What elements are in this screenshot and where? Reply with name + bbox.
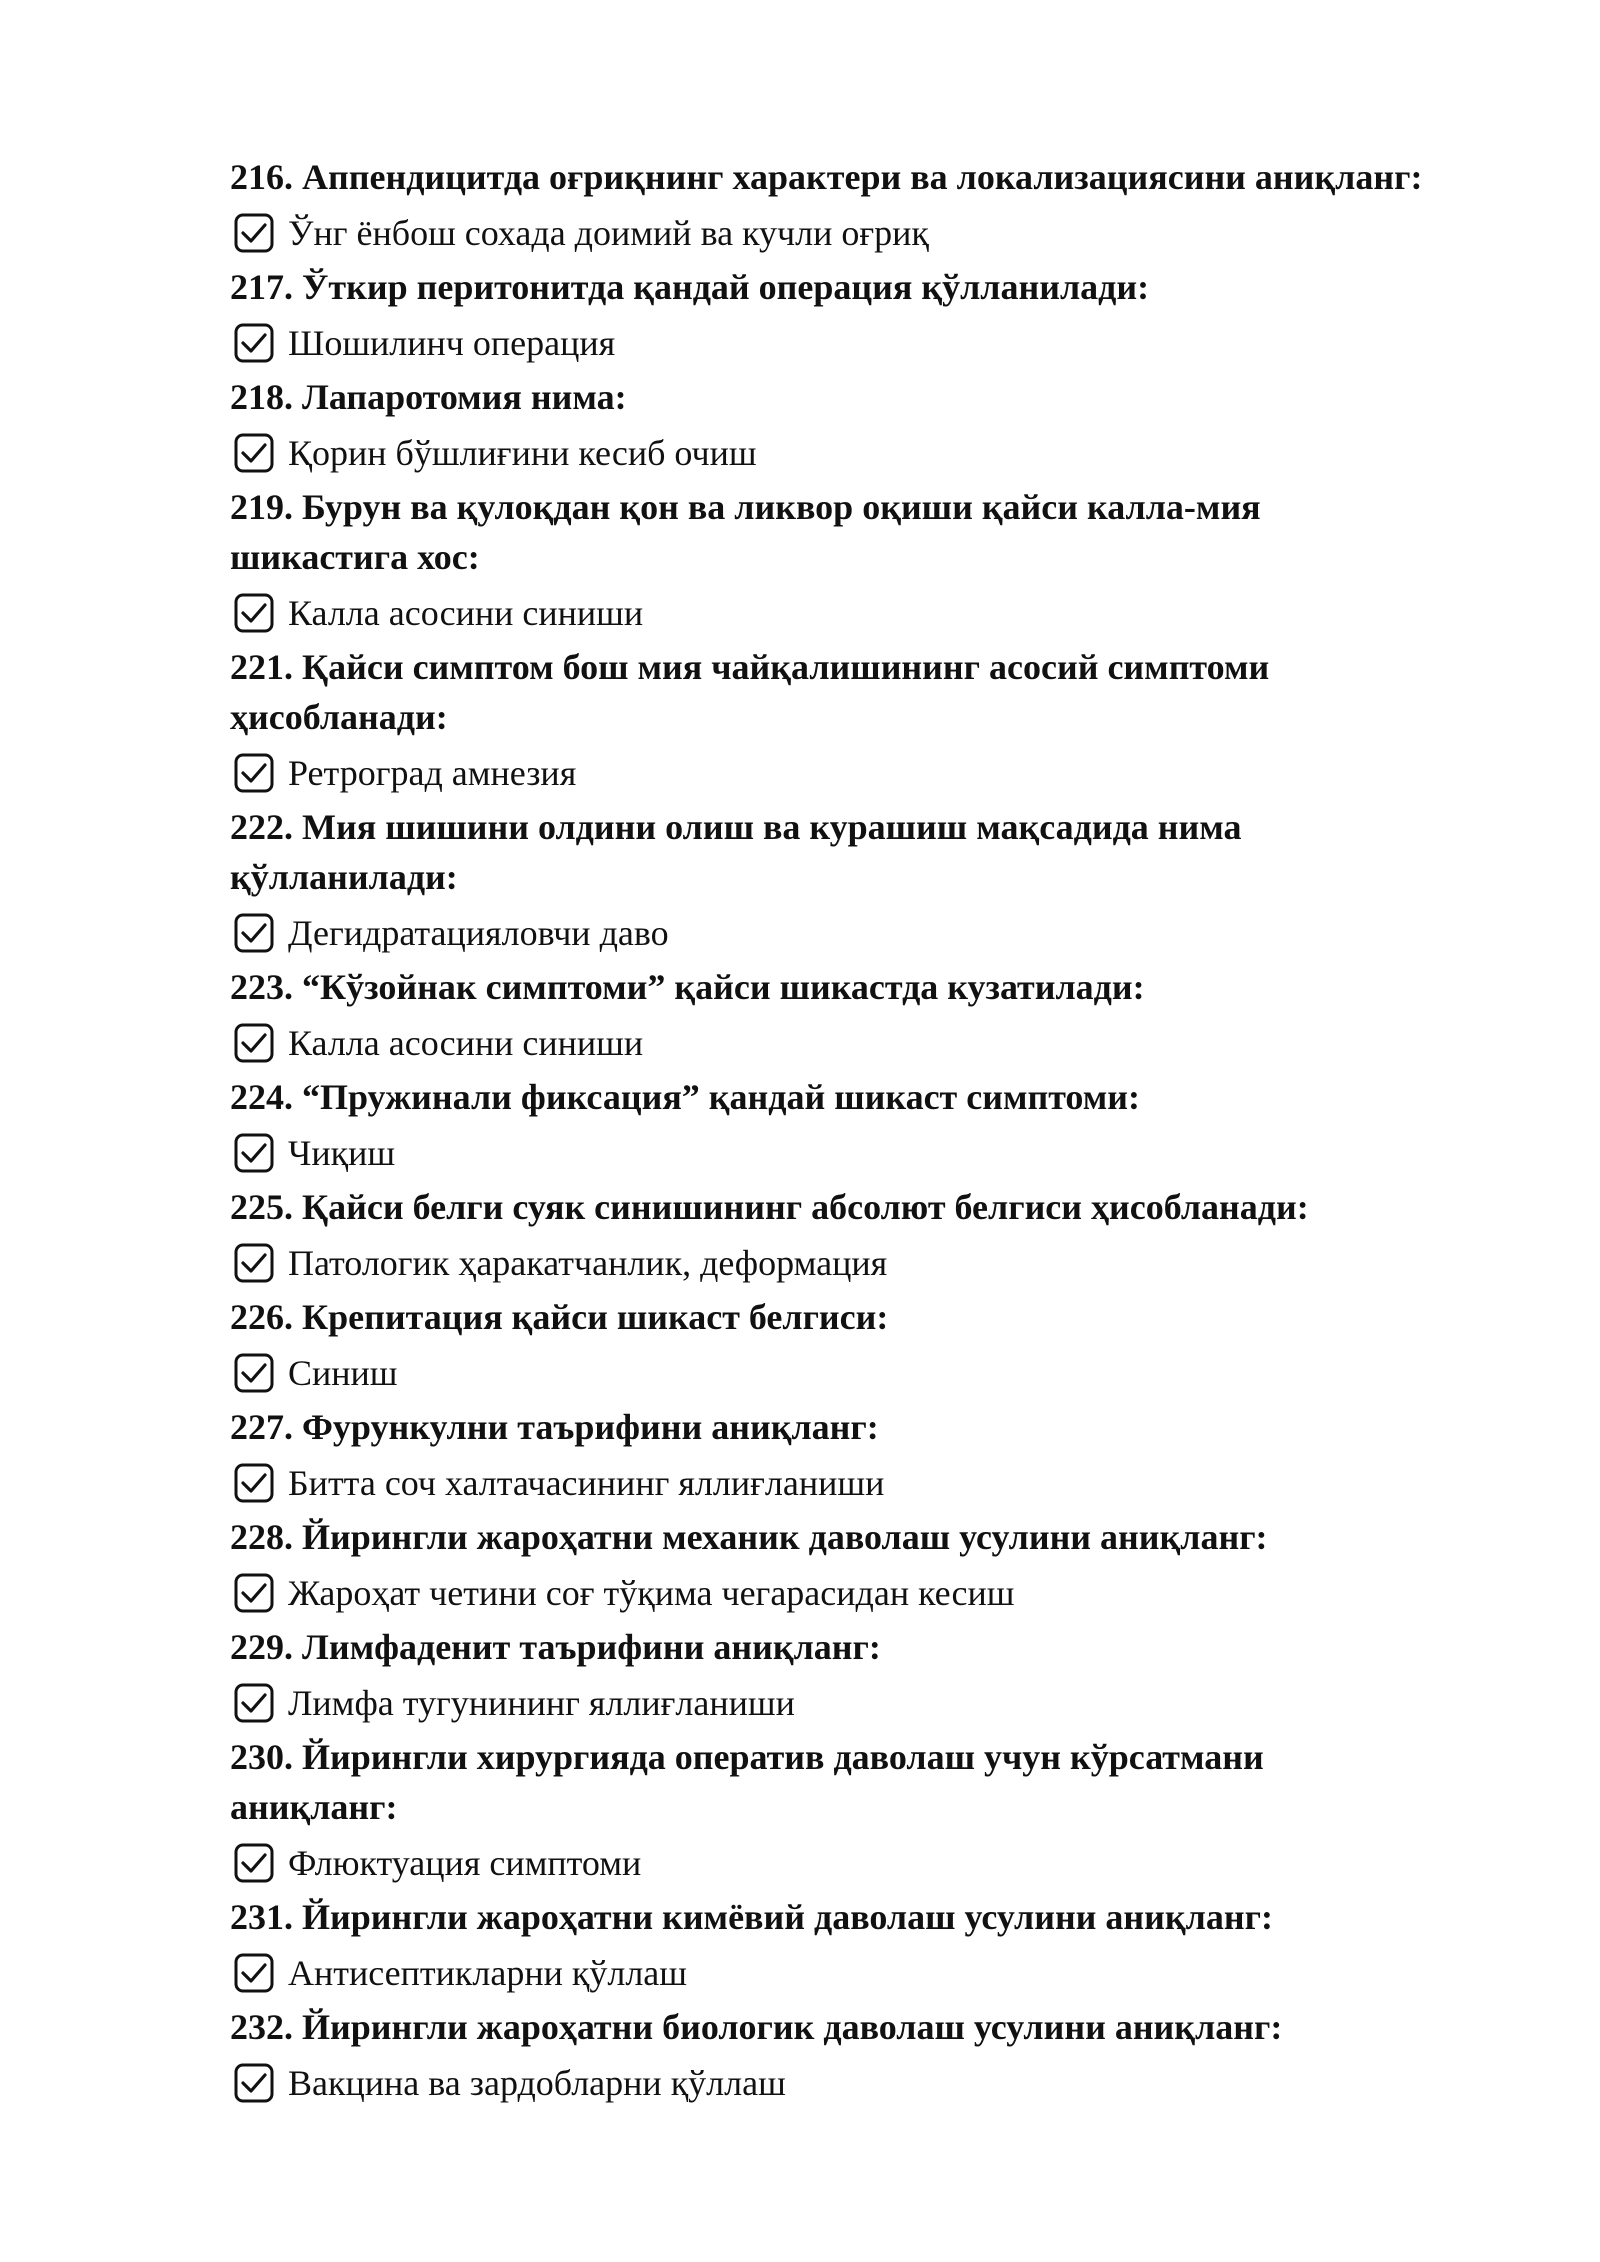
- checkbox-checked-icon: [234, 753, 274, 793]
- answer-text: Жароҳат четини соғ тўқима чегарасидан кесиш: [288, 1573, 1015, 1613]
- qa-item: [230, 1512, 1530, 1622]
- question-text: 229. Лимфаденит таърифини аниқланг:: [230, 1627, 881, 1667]
- qa-item: [230, 152, 1530, 262]
- answer-text: Ўнг ёнбош сохада доимий ва кучли оғриқ: [288, 213, 929, 253]
- answer-row: [230, 904, 1530, 962]
- checkbox-checked-icon: [234, 213, 274, 253]
- qa-item: [230, 1292, 1530, 1402]
- question-text: 221. Қайси симптом бош мия чайқалишининг асосий симптоми ҳисобланади:: [230, 647, 1270, 737]
- answer-text: Ретроград амнезия: [288, 753, 577, 793]
- answer-row: [230, 314, 1530, 372]
- question-text: 218. Лапаротомия нима:: [230, 377, 627, 417]
- answer-text: Дегидратацияловчи даво: [288, 913, 669, 953]
- answer-row: [230, 1564, 1530, 1622]
- question-text: 222. Мия шишини олдини олиш ва курашиш мақсадида нима қўлланилади:: [230, 807, 1242, 897]
- checkbox-checked-icon: [234, 1133, 274, 1173]
- answer-row: [230, 2054, 1530, 2112]
- checkbox-checked-icon: [234, 1843, 274, 1883]
- qa-item: [230, 1182, 1530, 1292]
- answer-text: Чиқиш: [288, 1133, 396, 1173]
- answer-text: Қорин бўшлиғини кесиб очиш: [288, 433, 757, 473]
- question-text: 223. “Кўзойнак симптоми” қайси шикастда кузатилади:: [230, 967, 1145, 1007]
- question-text: 228. Йирингли жароҳатни механик даволаш усулини аниқланг:: [230, 1517, 1268, 1557]
- answer-row: [230, 1344, 1530, 1402]
- checkbox-checked-icon: [234, 433, 274, 473]
- answer-text: Патологик ҳаракатчанлик, деформация: [288, 1243, 888, 1283]
- question-text: 231. Йирингли жароҳатни кимёвий даволаш усулини аниқланг:: [230, 1897, 1273, 1937]
- checkbox-checked-icon: [234, 1683, 274, 1723]
- answer-text: Вакцина ва зардобларни қўллаш: [288, 2063, 786, 2103]
- answer-row: [230, 1674, 1530, 1732]
- checkbox-checked-icon: [234, 1023, 274, 1063]
- answer-text: Битта соч халтачасининг яллиғланиши: [288, 1463, 885, 1503]
- answer-row: [230, 584, 1530, 642]
- answer-row: [230, 1834, 1530, 1892]
- qa-item: [230, 482, 1530, 642]
- answer-text: Флюктуация симптоми: [288, 1843, 642, 1883]
- checkbox-checked-icon: [234, 1953, 274, 1993]
- answer-text: Шошилинч операция: [288, 323, 616, 363]
- question-text: 225. Қайси белги суяк синишининг абсолют белгиси ҳисобланади:: [230, 1187, 1309, 1227]
- question-text: 226. Крепитация қайси шикаст белгиси:: [230, 1297, 889, 1337]
- question-text: 216. Аппендицитда оғриқнинг характери ва локализациясини аниқланг:: [230, 157, 1423, 197]
- answer-row: [230, 424, 1530, 482]
- checkbox-checked-icon: [234, 1573, 274, 1613]
- checkbox-checked-icon: [234, 913, 274, 953]
- question-text: 232. Йирингли жароҳатни биологик даволаш усулини аниқланг:: [230, 2007, 1283, 2047]
- answer-row: [230, 1454, 1530, 1512]
- question-text: 230. Йирингли хирургияда оператив даволаш учун кўрсатмани аниқланг:: [230, 1737, 1264, 1827]
- checkbox-checked-icon: [234, 1353, 274, 1393]
- qa-item: [230, 1732, 1530, 1892]
- answer-row: [230, 1124, 1530, 1182]
- qa-item: [230, 962, 1530, 1072]
- question-text: 219. Бурун ва қулоқдан қон ва ликвор оқиши қайси калла-мия шикастига хос:: [230, 487, 1261, 577]
- answer-text: Калла асосини синиши: [288, 593, 644, 633]
- answer-text: Калла асосини синиши: [288, 1023, 644, 1063]
- answer-row: [230, 744, 1530, 802]
- qa-item: [230, 1892, 1530, 2002]
- answer-text: Лимфа тугунининг яллиғланиши: [288, 1683, 795, 1723]
- question-text: 224. “Пружинали фиксация” қандай шикаст симптоми:: [230, 1077, 1140, 1117]
- answer-row: [230, 1234, 1530, 1292]
- question-text: 227. Фурункулни таърифини аниқланг:: [230, 1407, 879, 1447]
- qa-item: [230, 1402, 1530, 1512]
- qa-item: [230, 642, 1530, 802]
- checkbox-checked-icon: [234, 1243, 274, 1283]
- answer-text: Антисептикларни қўллаш: [288, 1953, 688, 1993]
- checkbox-checked-icon: [234, 323, 274, 363]
- document-page: [230, 152, 1530, 2112]
- qa-item: [230, 1072, 1530, 1182]
- qa-item: [230, 372, 1530, 482]
- question-text: 217. Ўткир перитонитда қандай операция қўлланилади:: [230, 267, 1150, 307]
- qa-item: [230, 2002, 1530, 2112]
- answer-text: Синиш: [288, 1353, 398, 1393]
- answer-row: [230, 1944, 1530, 2002]
- checkbox-checked-icon: [234, 2063, 274, 2103]
- answer-row: [230, 204, 1530, 262]
- qa-item: [230, 802, 1530, 962]
- qa-item: [230, 1622, 1530, 1732]
- answer-row: [230, 1014, 1530, 1072]
- checkbox-checked-icon: [234, 1463, 274, 1503]
- qa-item: [230, 262, 1530, 372]
- checkbox-checked-icon: [234, 593, 274, 633]
